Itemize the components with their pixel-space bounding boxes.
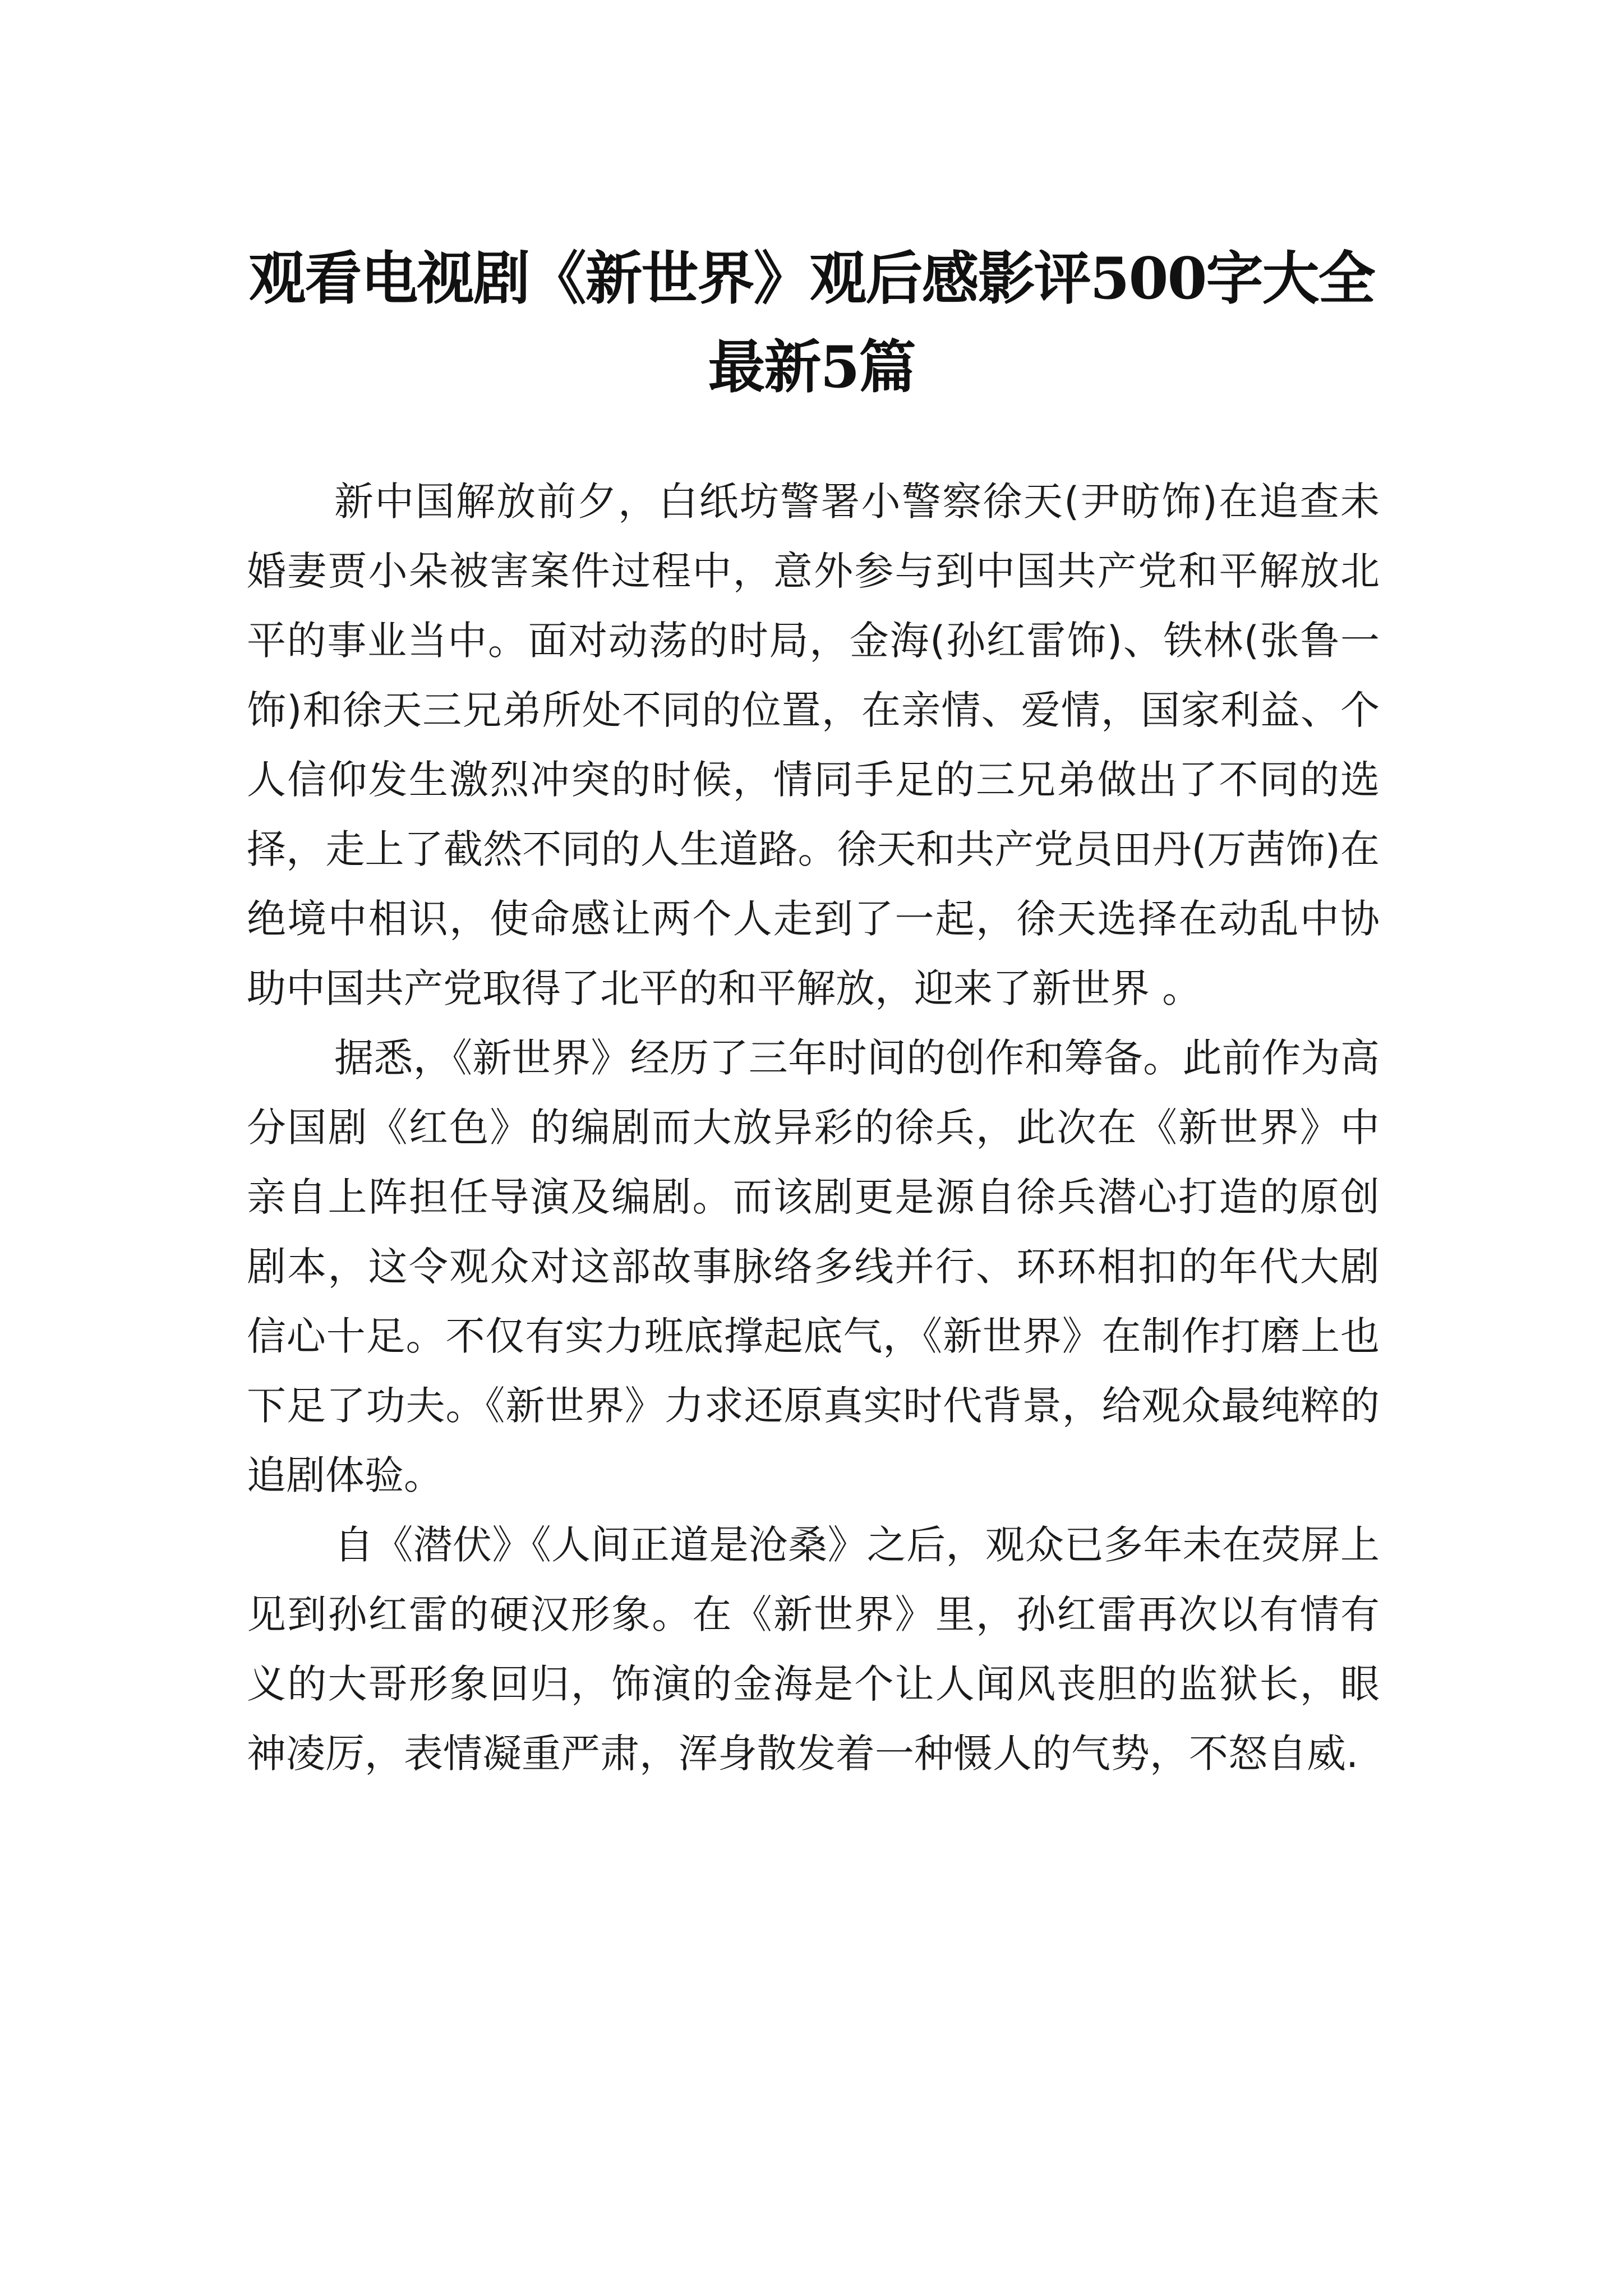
paragraph-2: 据悉，《新世界》经历了三年时间的创作和筹备。此前作为高分国剧《红色》的编剧而大放异彩的徐兵，此次在《新世界》中亲自上阵担任导演及编剧。而该剧更是源自徐兵潜心打造的原创剧本，这令观众对这部故事脉络多线并行、环环相扣的年代大剧信心十足。不仅有实力班底撑起底气，《新世界》在制作打磨上也下足了功夫。《新世界》力求还原真实时代背景，给观众最纯粹的追剧体验。 — [247, 1035, 1380, 1498]
paragraph-1: 新中国解放前夕，白纸坊警署小警察徐天(尹昉饰)在追查未婚妻贾小朵被害案件过程中，意外参与到中国共产党和平解放北平的事业当中。面对动荡的时局，金海(孙红雷饰)、铁林(张鲁一饰)和徐天三兄弟所处不同的位置，在亲情、爱情，国家利益、个人信仰发生激烈冲突的时候，情同手足的三兄弟做出了不同的选择，走上了截然不同的人生道路。徐天和共产党员田丹(万茜饰)在绝境中相识，使命感让两个人走到了一起，徐天选择在动乱中协助中国共产党取得了北平的和平解放，迎来了新世界 。 — [247, 478, 1380, 1011]
document-body — [247, 467, 1380, 1788]
paragraph-3: 自《潜伏》《人间正道是沧桑》之后，观众已多年未在荧屏上见到孙红雷的硬汉形象。在《新世界》里，孙红雷再次以有情有义的大哥形象回归，饰演的金海是个让人闻风丧胆的监狱长，眼神凌厉，表情凝重严肃，浑身散发着一种慑人的气势，不怒自威. — [247, 1522, 1380, 1777]
document-title: 观看电视剧《新世界》观后感影评500字大全最新5篇 — [248, 245, 1375, 402]
